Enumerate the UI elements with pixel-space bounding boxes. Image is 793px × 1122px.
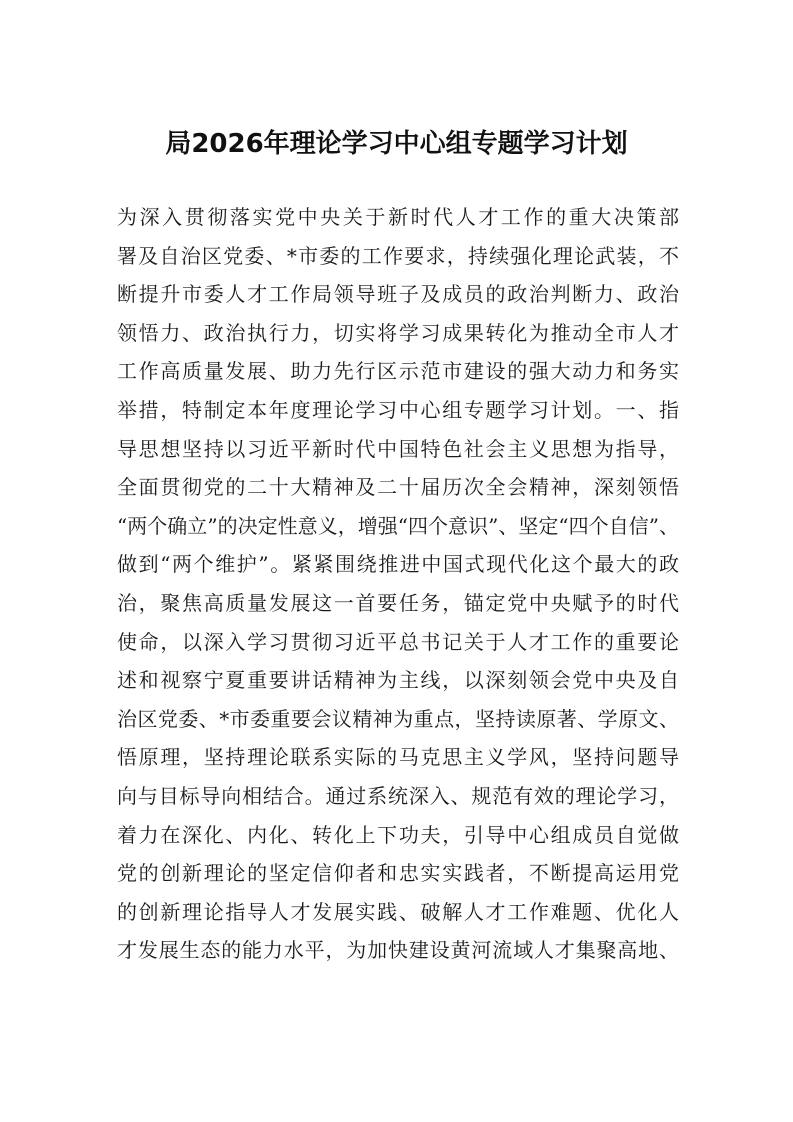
body-line: 才发展生态的能力水平，为加快建设黄河流域人才集聚高地、 <box>117 938 679 963</box>
body-line: 领悟力、政治执行力，切实将学习成果转化为推动全市人才 <box>117 320 679 345</box>
body-line: 的创新理论指导人才发展实践、破解人才工作难题、优化人 <box>117 899 679 924</box>
document-title: 局2026年理论学习中心组专题学习计划 <box>165 129 628 159</box>
body-line: “两个确立”的决定性意义，增强“四个意识”、坚定“四个自信”、 <box>117 513 679 538</box>
body-line: 党的创新理论的坚定信仰者和忠实实践者，不断提高运用党 <box>117 861 679 886</box>
body-line: 向与目标导向相结合。通过系统深入、规范有效的理论学习， <box>117 783 679 808</box>
body-line: 断提升市委人才工作局领导班子及成员的政治判断力、政治 <box>117 282 679 307</box>
document-body <box>117 198 679 970</box>
body-line: 述和视察宁夏重要讲话精神为主线，以深刻领会党中央及自 <box>117 668 679 693</box>
body-line: 治，聚焦高质量发展这一首要任务，锚定党中央赋予的时代 <box>117 590 679 615</box>
body-line: 着力在深化、内化、转化上下功夫，引导中心组成员自觉做 <box>117 822 679 847</box>
body-line: 举措，特制定本年度理论学习中心组专题学习计划。一、指 <box>117 397 679 422</box>
body-line: 使命，以深入学习贯彻习近平总书记关于人才工作的重要论 <box>117 629 679 654</box>
body-line: 全面贯彻党的二十大精神及二十届历次全会精神，深刻领悟 <box>117 475 679 500</box>
body-line: 工作高质量发展、助力先行区示范市建设的强大动力和务实 <box>117 359 679 384</box>
body-line: 悟原理，坚持理论联系实际的马克思主义学风，坚持问题导 <box>117 745 679 770</box>
body-line: 署及自治区党委、*市委的工作要求，持续强化理论武装，不 <box>117 243 679 268</box>
body-line: 为深入贯彻落实党中央关于新时代人才工作的重大决策部 <box>117 205 679 229</box>
body-line: 导思想坚持以习近平新时代中国特色社会主义思想为指导， <box>117 436 679 461</box>
body-line: 治区党委、*市委重要会议精神为重点，坚持读原著、学原文、 <box>117 706 679 731</box>
body-line: 做到“两个维护”。紧紧围绕推进中国式现代化这个最大的政 <box>117 552 679 577</box>
